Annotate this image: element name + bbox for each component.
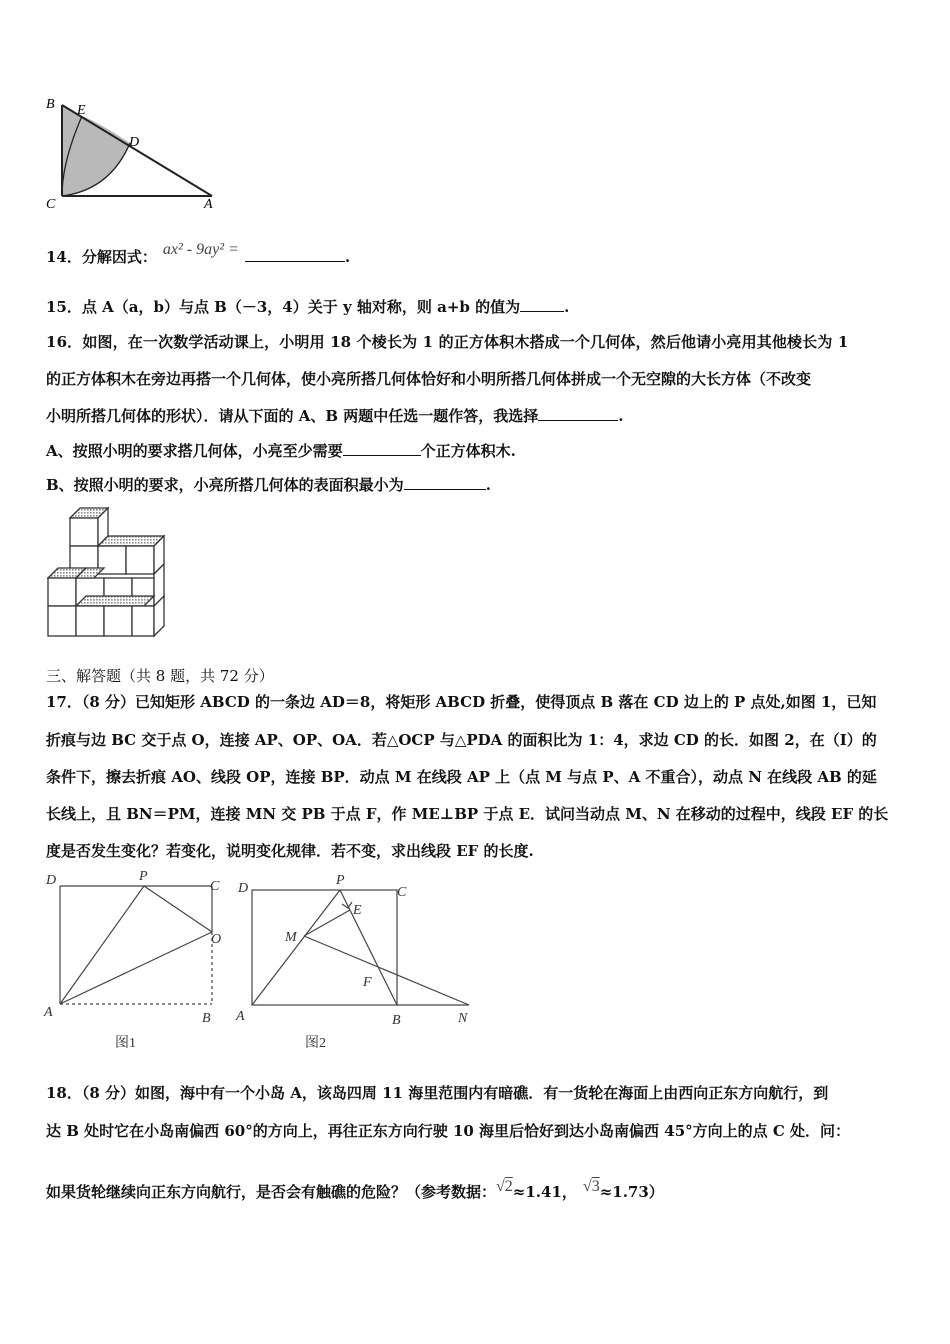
question-17-line4: 长线上，且 BN＝PM，连接 MN 交 PB 于点 F，作 ME⊥BP 于点 E．试问当动点 M、N 在移动的过程中，线段 EF 的长 xyxy=(46,805,889,823)
q14-answer-blank[interactable] xyxy=(245,247,345,262)
q18-value2: ≈1.73） xyxy=(599,1183,664,1201)
question-18-line1: 18．（8 分）如图，海中有一个小岛 A，该岛四周 11 海里范围内有暗礁．有一货轮在海面上由西向正东方向航行，到 xyxy=(46,1084,829,1102)
fig1-label-d: D xyxy=(46,873,57,888)
q18-value1: ≈1.41， xyxy=(512,1183,577,1201)
q16-choice-blank[interactable] xyxy=(538,406,618,421)
figure-2 xyxy=(232,868,482,1028)
q14-period: . xyxy=(344,248,351,266)
question-16-line1: 16．如图，在一次数学活动课上，小明用 18 个棱长为 1 的正方体积木搭成一个几何体，然后他请小亮用其他棱长为 1 xyxy=(46,333,849,351)
figure-2-caption: 图2 xyxy=(305,1036,326,1051)
figure-1-caption: 图1 xyxy=(115,1036,136,1051)
fig2-label-c: C xyxy=(397,885,407,900)
fig2-label-b: B xyxy=(392,1013,401,1028)
label-c: C xyxy=(46,197,56,212)
sqrt3-value: 3 xyxy=(591,1178,600,1195)
sqrt3: √3 xyxy=(582,1178,600,1195)
q16-b-blank[interactable] xyxy=(404,475,486,490)
fig1-label-c: C xyxy=(210,879,220,894)
question-18-line2: 达 B 处时它在小岛南偏西 60°的方向上，再往正东方向行驶 10 海里后恰好到达小岛南偏西 45°方向上的点 C 处．问： xyxy=(46,1122,851,1140)
question-16-line3 xyxy=(46,405,624,426)
q16-b-end: . xyxy=(485,476,491,494)
fig2-label-d: D xyxy=(238,881,249,896)
question-16-option-a xyxy=(46,440,516,461)
q14-number: 14． xyxy=(46,248,82,266)
sqrt2-value: 2 xyxy=(504,1178,513,1195)
sqrt2: √2 xyxy=(496,1178,513,1195)
cube-stack-figure xyxy=(42,503,172,648)
fig2-label-f: F xyxy=(363,975,372,990)
question-18-line3 xyxy=(46,1178,664,1202)
figure-1 xyxy=(40,868,235,1028)
fig2-label-a: A xyxy=(236,1009,245,1024)
question-14 xyxy=(46,241,351,267)
q16-line3-period: . xyxy=(618,407,624,425)
question-17-line3: 条件下，擦去折痕 AO、线段 OP，连接 BP．动点 M 在线段 AP 上（点 M 与点 P、A 不重合），动点 N 在线段 AB 的延 xyxy=(46,768,877,786)
q15-answer-blank[interactable] xyxy=(520,297,564,312)
q16-b-text: B、按照小明的要求，小亮所搭几何体的表面积最小为 xyxy=(46,476,404,494)
question-15 xyxy=(46,296,569,317)
question-16-option-b xyxy=(46,474,491,495)
q16-a-end: 个正方体积木. xyxy=(420,442,516,460)
sector-triangle-figure xyxy=(40,92,230,217)
question-17-line1: 17．（8 分）已知矩形 ABCD 的一条边 AD＝8，将矩形 ABCD 折叠，使得顶点 B 落在 CD 边上的 P 点处,如图 1，已知 xyxy=(46,693,877,711)
q15-text: 15．点 A（a，b）与点 B（－3，4）关于 y 轴对称，则 a+b 的值为 xyxy=(46,298,521,316)
q16-a-text: A、按照小明的要求搭几何体，小亮至少需要 xyxy=(46,442,343,460)
q16-line3-text: 小明所搭几何体的形状）．请从下面的 A、B 两题中任选一题作答，我选择 xyxy=(46,407,539,425)
fig1-label-b: B xyxy=(202,1011,211,1026)
question-17-line2: 折痕与边 BC 交于点 O，连接 AP、OP、OA．若△OCP 与△PDA 的面积比为 1：4，求边 CD 的长．如图 2，在（Ⅰ）的 xyxy=(46,731,877,749)
section-heading: 三、解答题（共 8 题，共 72 分） xyxy=(46,667,274,685)
label-d: D xyxy=(129,135,140,150)
label-a: A xyxy=(204,197,213,212)
question-17-line5: 度是否发生变化？若变化，说明变化规律．若不变，求出线段 EF 的长度. xyxy=(46,842,534,860)
fig2-label-n: N xyxy=(458,1011,468,1026)
fig1-label-o: O xyxy=(211,932,222,947)
q15-period: . xyxy=(564,298,570,316)
fig1-label-p: P xyxy=(139,869,148,884)
label-e: E xyxy=(77,103,86,118)
fig1-label-a: A xyxy=(44,1005,53,1020)
shaded-region xyxy=(62,105,130,196)
fig2-label-m: M xyxy=(285,930,297,945)
q14-expression: ax² - 9ay² = xyxy=(162,241,239,258)
label-b: B xyxy=(46,97,55,112)
question-16-line2: 的正方体积木在旁边再搭一个几何体，使小亮所搭几何体恰好和小明所搭几何体拼成一个无空隙的大长方体（不改变 xyxy=(46,370,812,388)
q18-line3-text: 如果货轮继续向正东方向航行，是否会有触礁的危险？（参考数据： xyxy=(46,1183,497,1201)
q16-a-blank[interactable] xyxy=(343,441,421,456)
fig2-label-e: E xyxy=(353,903,362,918)
fig2-label-p: P xyxy=(336,873,345,888)
q14-text: 分解因式： xyxy=(81,248,157,266)
